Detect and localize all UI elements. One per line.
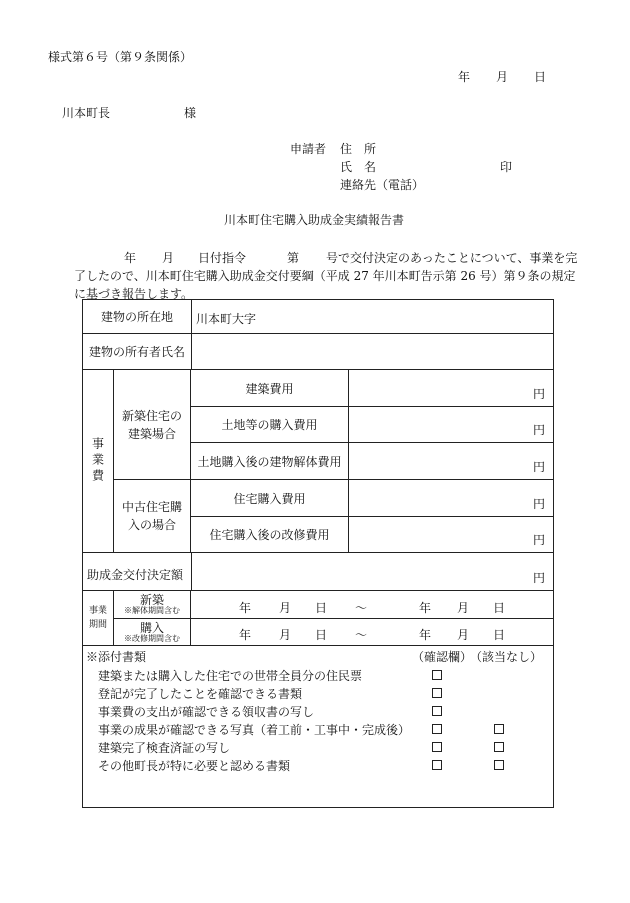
body-line2: 了したので、川本町住宅購入助成金交付要綱（平成 27 年川本町告示第 26 号）第９条の規定: [74, 269, 576, 283]
addressee-name: 川本町長: [62, 106, 111, 120]
attachment-item: その他町長が特に必要と認める書類: [98, 759, 291, 773]
confirm-checkbox[interactable]: [432, 706, 442, 716]
location-value: 川本町大字: [196, 312, 257, 326]
attachment-item: 建築完了検査済証の写し: [98, 741, 231, 755]
new-item-1: 建築費用: [190, 369, 349, 407]
date-month: 月: [496, 70, 509, 84]
confirm-checkbox[interactable]: [432, 742, 442, 752]
form-number: 様式第６号（第９条関係）: [48, 50, 193, 64]
not-applicable-checkbox[interactable]: [494, 760, 504, 770]
applicant-contact: 連絡先（電話）: [340, 178, 425, 192]
project-cost-text: 事業費: [90, 437, 105, 485]
used-item-2-amount[interactable]: 円: [348, 516, 554, 553]
location-value-field[interactable]: [191, 299, 554, 334]
confirm-checkbox[interactable]: [432, 724, 442, 734]
period-buy-label: 購入 ※改修期間含む: [113, 618, 191, 646]
attachments-heading: ※添付書類: [86, 650, 147, 664]
period-label: 事業期間: [82, 590, 114, 646]
new-item-3-amount[interactable]: 円: [348, 442, 554, 480]
grant-amount[interactable]: 円: [191, 552, 554, 591]
applicant-name: 氏 名: [340, 160, 377, 174]
attachment-item: 事業費の支出が確認できる領収書の写し: [98, 705, 315, 719]
seal-mark: 印: [500, 160, 513, 174]
body-line1-rest: 号で交付決定のあったことについて、事業を完: [326, 251, 578, 265]
applicant-label: 申請者: [290, 142, 327, 156]
applicant-address: 住 所: [340, 142, 377, 156]
not-applicable-checkbox[interactable]: [494, 724, 504, 734]
body-year: 年: [124, 251, 137, 265]
confirm-checkbox[interactable]: [432, 760, 442, 770]
date-year: 年: [458, 70, 471, 84]
project-cost-label: [82, 369, 114, 553]
new-item-2-amount[interactable]: 円: [348, 406, 554, 443]
attachment-item: 登記が完了したことを確認できる書類: [98, 687, 303, 701]
used-home-label: 中古住宅購入の場合: [113, 479, 191, 553]
body-dai: 第: [287, 251, 300, 265]
body-dayref: 日付指令: [198, 251, 247, 265]
attachment-item: 事業の成果が確認できる写真（着工前・工事中・完成後）: [98, 723, 411, 737]
confirm-checkbox[interactable]: [432, 688, 442, 698]
owner-field[interactable]: [191, 333, 554, 370]
addressee-sama: 様: [184, 106, 197, 120]
used-item-1-amount[interactable]: 円: [348, 479, 554, 517]
used-item-1: 住宅購入費用: [190, 479, 349, 517]
location-label: 建物の所在地: [82, 299, 192, 334]
new-item-3: 土地購入後の建物解体費用: [190, 442, 349, 480]
na-column-header: （該当なし）: [470, 650, 543, 664]
used-item-2: 住宅購入後の改修費用: [190, 516, 349, 553]
new-item-1-amount[interactable]: 円: [348, 369, 554, 407]
body-line3: に基づき報告します。: [74, 287, 194, 301]
document-title: 川本町住宅購入助成金実績報告書: [224, 213, 405, 227]
new-item-2: 土地等の購入費用: [190, 406, 349, 443]
period-new-range[interactable]: 年 月 日 ～ 年 月 日: [190, 590, 554, 619]
confirm-checkbox[interactable]: [432, 670, 442, 680]
body-month: 月: [162, 251, 175, 265]
grant-label: 助成金交付決定額: [82, 552, 192, 591]
period-buy-range[interactable]: 年 月 日 ～ 年 月 日: [190, 618, 554, 646]
date-day: 日: [534, 70, 547, 84]
confirm-column-header: （確認欄）: [412, 650, 473, 664]
attachment-item: 建築または購入した住宅での世帯全員分の住民票: [98, 669, 363, 683]
not-applicable-checkbox[interactable]: [494, 742, 504, 752]
owner-label: 建物の所有者氏名: [82, 333, 192, 370]
new-build-label: 新築住宅の建築場合: [113, 369, 191, 480]
period-new-label: 新築 ※解体期間含む: [113, 590, 191, 619]
